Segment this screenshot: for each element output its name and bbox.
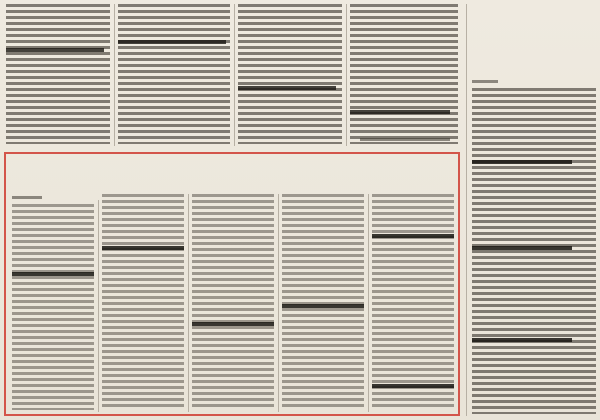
feature-subhead-2 bbox=[102, 246, 184, 250]
feature-column-5 bbox=[372, 194, 454, 410]
right-subhead-3 bbox=[472, 338, 572, 342]
top-subhead-2 bbox=[118, 40, 226, 44]
right-subhead-2 bbox=[472, 246, 572, 250]
feature-column-4 bbox=[282, 194, 364, 410]
column-divider bbox=[278, 194, 279, 412]
feature-column-2 bbox=[102, 194, 184, 410]
feature-subhead-6 bbox=[372, 384, 454, 388]
top-subhead-1 bbox=[6, 48, 104, 52]
right-author-tag bbox=[472, 80, 498, 83]
author-tag bbox=[12, 196, 42, 199]
right-section-divider bbox=[466, 4, 467, 416]
column-divider bbox=[188, 194, 189, 412]
top-column-1 bbox=[6, 4, 110, 144]
column-divider bbox=[114, 4, 115, 146]
column-divider bbox=[346, 4, 347, 146]
feature-column-1 bbox=[12, 204, 94, 410]
right-subhead-1 bbox=[472, 160, 572, 164]
feature-subhead-4 bbox=[282, 304, 364, 308]
top-subhead-3 bbox=[238, 86, 336, 90]
feature-column-3 bbox=[192, 194, 274, 410]
feature-article-box bbox=[4, 152, 460, 416]
column-divider bbox=[98, 200, 99, 412]
feature-subhead-1 bbox=[12, 272, 94, 276]
top-column-4 bbox=[350, 4, 458, 144]
top-byline-1 bbox=[360, 138, 450, 141]
column-divider bbox=[234, 4, 235, 146]
column-divider bbox=[368, 194, 369, 412]
top-column-2 bbox=[118, 4, 230, 144]
top-subhead-4 bbox=[350, 110, 450, 114]
top-column-3 bbox=[238, 4, 342, 144]
feature-subhead-3 bbox=[192, 322, 274, 326]
feature-subhead-5 bbox=[372, 234, 454, 238]
right-column-1 bbox=[472, 88, 596, 414]
